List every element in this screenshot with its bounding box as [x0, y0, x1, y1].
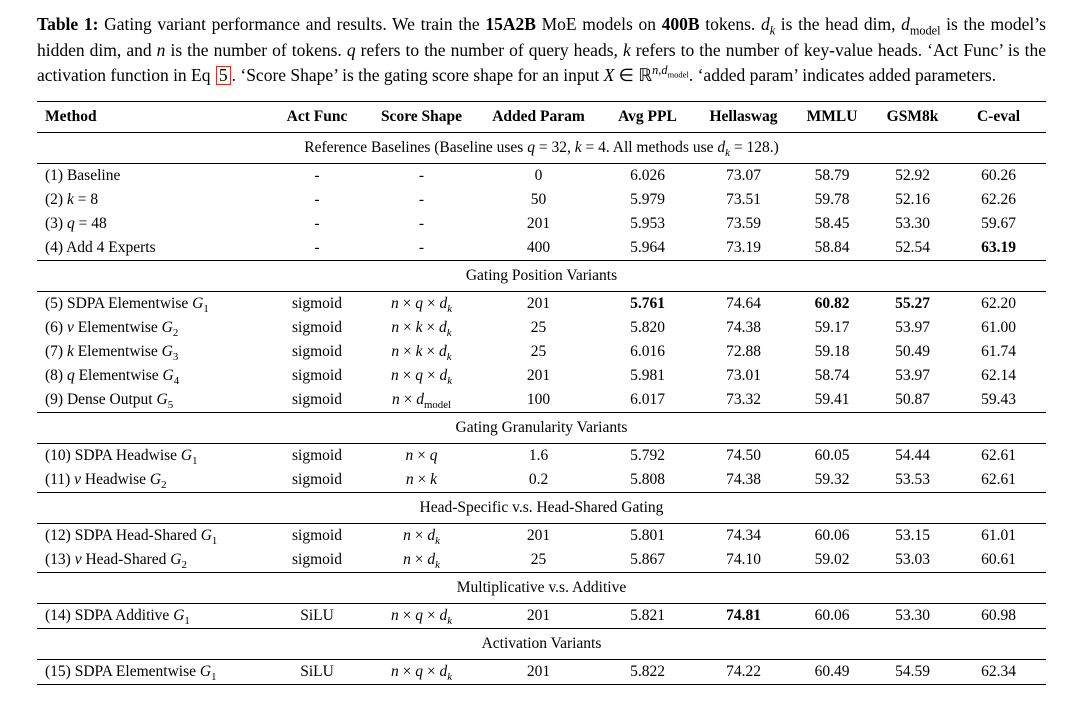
value-cell: 100: [526, 390, 551, 408]
caption-math: q: [346, 39, 356, 60]
value-cell: 74.64: [726, 294, 761, 312]
method-cell: (6) v Elementwise $G_2$: [45, 318, 179, 339]
value-cell: 72.88: [726, 342, 761, 360]
column-header: MMLU: [790, 101, 874, 132]
value-cell: 58.45: [814, 214, 850, 232]
value-cell: -: [418, 238, 425, 256]
method-cell: (7) k Elementwise $G_3$: [45, 342, 179, 363]
caption-text: refers to the number of key-value heads. ‘Act Func’ is the activation function in Eq: [37, 39, 1047, 85]
value-cell: 5.979: [630, 190, 665, 208]
method-cell: (8) q Elementwise $G_4$: [45, 366, 180, 387]
method-cell: (10) SDPA Headwise $G_1$: [45, 446, 198, 467]
value-cell: 201: [526, 662, 551, 680]
value-cell: 73.59: [726, 214, 761, 232]
value-cell: 73.51: [726, 190, 761, 208]
table-caption: [37, 12, 1046, 89]
value-cell: 1.6: [528, 446, 549, 464]
table-row: [37, 340, 1046, 364]
value-cell: 201: [526, 294, 551, 312]
value-cell: 60.05: [814, 446, 850, 464]
value-cell: 52.92: [895, 166, 930, 184]
section-header-row: [37, 492, 1046, 523]
value-cell: 74.10: [726, 550, 761, 568]
equation-ref[interactable]: 5: [216, 66, 231, 85]
method-cell: (12) SDPA Head-Shared $G_1$: [45, 526, 218, 547]
caption-math: n: [156, 39, 166, 60]
value-cell: 5.801: [630, 526, 665, 544]
value-cell: 59.78: [814, 190, 850, 208]
value-cell: 55.27: [895, 294, 930, 312]
value-cell: 58.79: [814, 166, 850, 184]
table-row: [37, 188, 1046, 212]
column-header: Hellaswag: [697, 101, 790, 132]
section-header: Gating Position Variants: [37, 260, 1046, 291]
table-row: [37, 236, 1046, 261]
value-cell: 62.20: [981, 294, 1016, 312]
value-cell: 59.17: [814, 318, 850, 336]
method-cell: (14) SDPA Additive $G_1$: [45, 606, 190, 627]
value-cell: 74.50: [726, 446, 761, 464]
column-header: Act Func: [270, 101, 364, 132]
section-header: Head-Specific v.s. Head-Shared Gating: [37, 492, 1046, 523]
value-cell: sigmoid: [292, 470, 342, 488]
table-row: [37, 163, 1046, 188]
value-cell: 0.2: [528, 470, 549, 488]
column-header: Method: [37, 101, 270, 132]
value-cell: 50: [530, 190, 547, 208]
results-table: [37, 101, 1046, 685]
caption-text: . ‘added param’ indicates added parameters.: [688, 65, 997, 85]
caption-text: is the model’s hidden dim, and: [37, 14, 1046, 60]
method-cell: (9) Dense Output $G_5$: [45, 390, 174, 411]
value-cell: 58.74: [814, 366, 850, 384]
value-cell: 53.30: [895, 214, 930, 232]
caption-text: Gating variant performance and results. We train the: [98, 14, 486, 34]
value-cell: 6.016: [630, 342, 665, 360]
value-cell: 201: [526, 214, 551, 232]
section-header-row: [37, 572, 1046, 603]
method-cell: (13) v Head-Shared $G_2$: [45, 550, 187, 571]
method-cell: (4) Add 4 Experts: [45, 238, 156, 256]
value-cell: 73.07: [726, 166, 761, 184]
value-cell: 60.26: [981, 166, 1016, 184]
column-header: Score Shape: [364, 101, 479, 132]
value-cell: 52.16: [895, 190, 930, 208]
value-cell: 50.49: [895, 342, 930, 360]
value-cell: 5.867: [630, 550, 665, 568]
value-cell: sigmoid: [292, 390, 342, 408]
value-cell: 74.81: [726, 606, 761, 624]
method-cell: (5) SDPA Elementwise $G_1$: [45, 294, 209, 315]
caption-math: $d_{model}$: [901, 14, 941, 38]
method-cell: (3) q = 48: [45, 214, 107, 232]
value-cell: 201: [526, 606, 551, 624]
value-cell: 5.953: [630, 214, 665, 232]
value-cell: 25: [530, 550, 547, 568]
value-cell: 74.22: [726, 662, 761, 680]
table-row: [37, 659, 1046, 684]
caption-text: 15A2B: [485, 14, 536, 34]
value-cell: 53.03: [895, 550, 930, 568]
table-row: [37, 548, 1046, 573]
caption-math: k: [622, 39, 631, 60]
value-cell: sigmoid: [292, 366, 342, 384]
value-cell: 61.00: [981, 318, 1016, 336]
value-cell: sigmoid: [292, 550, 342, 568]
table-body: [37, 132, 1046, 684]
value-cell: $n \times q \times d_k$: [390, 606, 453, 627]
table-row: [37, 291, 1046, 316]
value-cell: $n \times q \times d_k$: [390, 662, 453, 683]
value-cell: $n \times k \times d_k$: [391, 318, 452, 339]
value-cell: $n \times q \times d_k$: [390, 294, 453, 315]
value-cell: n × k: [405, 470, 438, 488]
value-cell: 6.017: [630, 390, 665, 408]
caption-text: refers to the number of query heads,: [355, 39, 623, 60]
value-cell: SiLU: [300, 606, 334, 624]
value-cell: 60.82: [814, 294, 850, 312]
value-cell: 25: [530, 318, 547, 336]
table-row: [37, 468, 1046, 493]
caption-text: . ‘Score Shape’ is the gating score shape for an input: [231, 65, 604, 85]
value-cell: 53.30: [895, 606, 930, 624]
value-cell: 62.61: [981, 446, 1016, 464]
value-cell: 53.97: [895, 366, 930, 384]
value-cell: n × q: [405, 446, 438, 464]
section-header-row: [37, 132, 1046, 163]
value-cell: -: [314, 190, 320, 208]
value-cell: 5.761: [630, 294, 665, 312]
caption-math: $d_k$: [760, 14, 776, 38]
value-cell: 73.01: [726, 366, 761, 384]
column-header: Avg PPL: [598, 101, 697, 132]
value-cell: 25: [530, 342, 547, 360]
value-cell: 59.18: [814, 342, 850, 360]
table-row: [37, 523, 1046, 548]
value-cell: sigmoid: [292, 318, 342, 336]
value-cell: 58.84: [814, 238, 850, 256]
value-cell: 74.38: [726, 318, 761, 336]
value-cell: 5.808: [630, 470, 665, 488]
value-cell: 5.822: [630, 662, 665, 680]
value-cell: 400: [526, 238, 551, 256]
section-header: Multiplicative v.s. Additive: [37, 572, 1046, 603]
value-cell: 53.53: [895, 470, 930, 488]
value-cell: 60.98: [981, 606, 1016, 624]
value-cell: 5.981: [630, 366, 665, 384]
value-cell: 62.61: [981, 470, 1016, 488]
value-cell: 74.34: [726, 526, 761, 544]
value-cell: 6.026: [630, 166, 665, 184]
caption-text: 400B: [661, 14, 700, 34]
value-cell: 59.02: [814, 550, 850, 568]
value-cell: 63.19: [981, 238, 1016, 256]
method-cell: (1) Baseline: [45, 166, 121, 184]
value-cell: sigmoid: [292, 342, 342, 360]
header-row: [37, 101, 1046, 132]
section-header: Activation Variants: [37, 628, 1046, 659]
value-cell: 73.32: [726, 390, 761, 408]
value-cell: 52.54: [895, 238, 930, 256]
value-cell: -: [418, 214, 425, 232]
caption-text: is the head dim,: [775, 14, 902, 34]
value-cell: 59.32: [814, 470, 850, 488]
caption-text: MoE models on: [535, 14, 662, 34]
value-cell: 5.792: [630, 446, 665, 464]
value-cell: 54.44: [895, 446, 930, 464]
value-cell: -: [418, 166, 425, 184]
caption-math: X ∈ ℝ$^{n,d_{model}}$: [603, 63, 689, 85]
method-cell: (15) SDPA Elementwise $G_1$: [45, 662, 217, 683]
table-row: [37, 603, 1046, 628]
table-head: [37, 101, 1046, 132]
value-cell: 61.01: [981, 526, 1016, 544]
method-cell: (2) k = 8: [45, 190, 99, 208]
value-cell: $n \times k \times d_k$: [391, 342, 452, 363]
method-cell: (11) v Headwise $G_2$: [45, 470, 167, 491]
table-row: [37, 364, 1046, 388]
value-cell: $n \times d_{model}$: [391, 390, 452, 411]
table-row: [37, 388, 1046, 413]
value-cell: $n \times q \times d_k$: [390, 366, 453, 387]
value-cell: 54.59: [895, 662, 930, 680]
table-row: [37, 212, 1046, 236]
value-cell: 5.820: [630, 318, 665, 336]
value-cell: 50.87: [895, 390, 930, 408]
value-cell: 61.74: [981, 342, 1016, 360]
section-header-row: [37, 260, 1046, 291]
value-cell: 60.49: [814, 662, 850, 680]
table-row: [37, 316, 1046, 340]
value-cell: 62.26: [981, 190, 1016, 208]
column-header: GSM8k: [874, 101, 951, 132]
table-row: [37, 443, 1046, 468]
section-header-row: [37, 628, 1046, 659]
value-cell: $n \times d_k$: [403, 526, 440, 547]
value-cell: 201: [526, 366, 551, 384]
value-cell: 59.41: [814, 390, 850, 408]
value-cell: 53.15: [895, 526, 930, 544]
value-cell: 62.14: [981, 366, 1016, 384]
section-header-row: [37, 412, 1046, 443]
section-header: Gating Granularity Variants: [37, 412, 1046, 443]
value-cell: 60.06: [814, 606, 850, 624]
value-cell: -: [314, 214, 320, 232]
caption-text: is the number of tokens.: [165, 39, 347, 60]
value-cell: SiLU: [300, 662, 334, 680]
value-cell: $n \times d_k$: [403, 550, 440, 571]
value-cell: 0: [534, 166, 543, 184]
value-cell: -: [314, 238, 320, 256]
value-cell: sigmoid: [292, 446, 342, 464]
value-cell: sigmoid: [292, 526, 342, 544]
value-cell: 5.821: [630, 606, 665, 624]
value-cell: -: [314, 166, 320, 184]
caption-text: tokens.: [699, 14, 761, 34]
column-header: Added Param: [479, 101, 598, 132]
column-header: C-eval: [951, 101, 1046, 132]
value-cell: 201: [526, 526, 551, 544]
value-cell: 62.34: [981, 662, 1016, 680]
value-cell: 74.38: [726, 470, 761, 488]
value-cell: sigmoid: [292, 294, 342, 312]
section-header: Reference Baselines (Baseline uses q = 32, k = 4. All methods use $d_k = 128$.): [37, 132, 1046, 163]
value-cell: 60.61: [981, 550, 1016, 568]
value-cell: 60.06: [814, 526, 850, 544]
value-cell: 59.67: [981, 214, 1016, 232]
value-cell: 59.43: [981, 390, 1016, 408]
value-cell: 5.964: [630, 238, 665, 256]
value-cell: 73.19: [726, 238, 761, 256]
value-cell: 53.97: [895, 318, 930, 336]
value-cell: -: [418, 190, 425, 208]
caption-text: Table 1:: [37, 14, 99, 34]
